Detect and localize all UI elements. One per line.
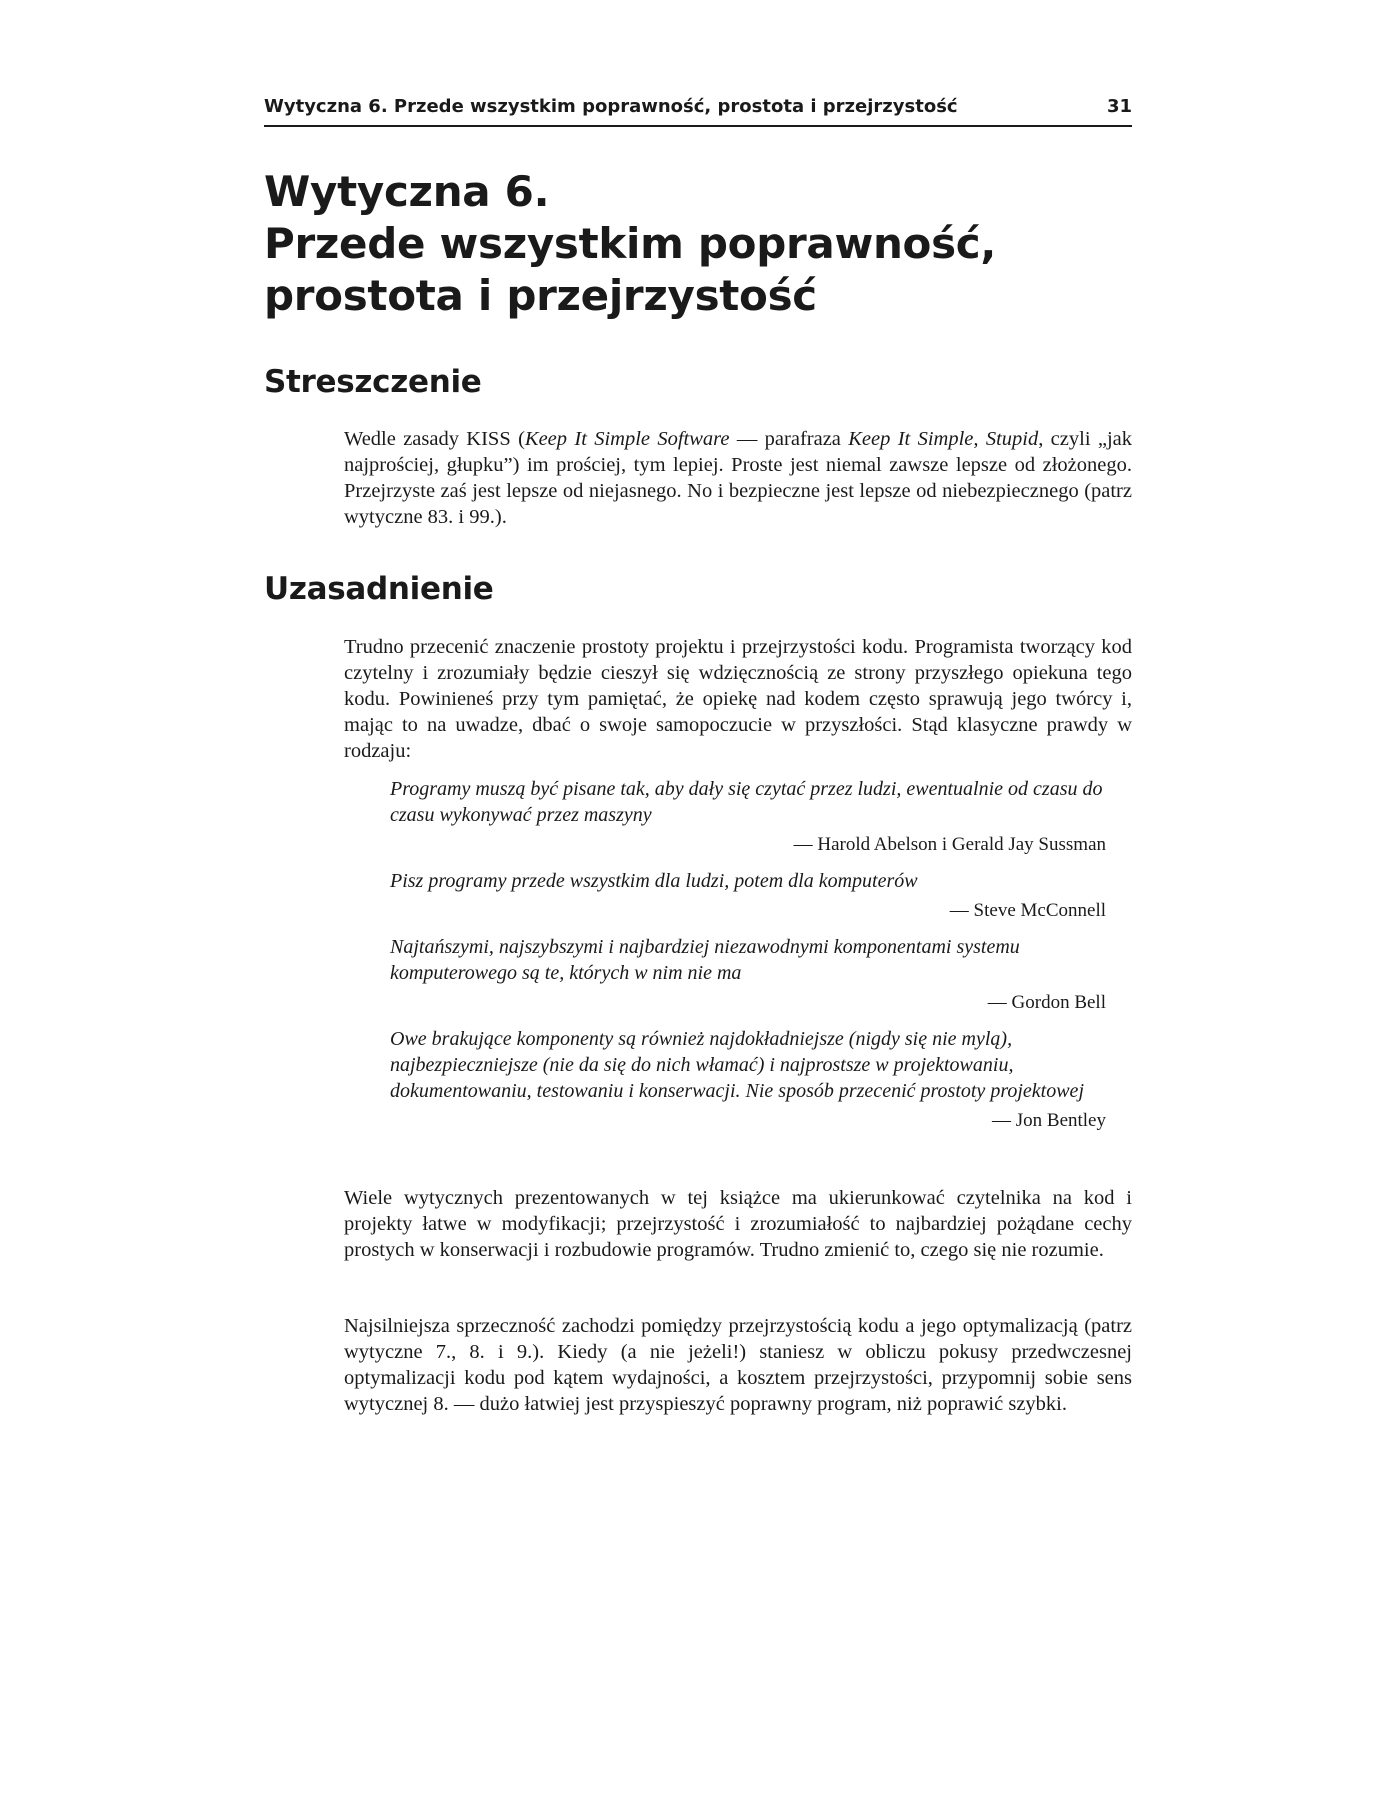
quote-text: Programy muszą być pisane tak, aby dały się czytać przez ludzi, ewentualnie od czasu do czasu wykonywać przez maszyny (390, 778, 1103, 826)
quote-author: — Harold Abelson i Gerald Jay Sussman (793, 834, 1106, 855)
rationale-paragraph-2: Wiele wytycznych prezentowanych w tej książce ma ukierunkować czytelnika na kod i projekty łatwe w modyfikacji; przejrzystość i zrozumiałość to najbardziej pożądane cechy prostych w konserwacji i rozbudowie programów. Trudno zmienić to, czego się nie rozumie. (344, 1187, 1132, 1261)
quote-text: Najtańszymi, najszybszymi i najbardziej niezawodnymi komponentami systemu komputerowego są te, których w nim nie ma (390, 936, 1020, 984)
quotes-block (390, 776, 1106, 1144)
summary-text-part: , czyli „jak najprościej, głupku”) im prościej, tym lepiej. Proste jest niemal zawsze lepsze od złożonego. Przejrzyste zaś jest lepsze od niejasnego. No i bezpieczne jest lepsze od niebezpiecznego (patrz wytyczne 83. i 99.). (344, 428, 1133, 528)
summary-italic-term: Keep It Simple, Stupid (848, 428, 1039, 450)
rationale-intro-paragraph: Trudno przecenić znaczenie prostoty projektu i przejrzystości kodu. Programista tworzący kod czytelny i zrozumiały będzie cieszył się wdzięcznością ze strony przyszłego opiekuna tego kodu. Powinieneś przy tym pamiętać, że opiekę nad kodem często sprawują jego twórcy i, mając to na uwadze, dbać o swoje samopoczucie w przyszłości. Stąd klasyczne prawdy w rodzaju: (344, 636, 1132, 762)
quote-author: — Gordon Bell (987, 992, 1106, 1013)
summary-paragraph (344, 426, 1132, 530)
section-heading-rationale: Uzasadnienie (264, 571, 494, 607)
summary-text-part: — parafraza (729, 428, 849, 450)
quote (390, 1026, 1106, 1134)
running-header (264, 96, 1132, 127)
quote-text: Pisz programy przede wszystkim dla ludzi, potem dla komputerów (390, 870, 918, 892)
section-heading-summary: Streszczenie (264, 364, 482, 400)
quote-author: — Steve McConnell (949, 900, 1106, 921)
chapter-title (264, 166, 1164, 322)
running-title: Wytyczna 6. Przede wszystkim poprawność, prostota i przejrzystość (264, 96, 958, 117)
chapter-title-line: Wytyczna 6. (264, 167, 550, 216)
chapter-title-line: Przede wszystkim poprawność, (264, 219, 997, 268)
chapter-title-line: prostota i przejrzystość (264, 271, 817, 320)
summary-italic-term: Keep It Simple Software (524, 428, 730, 450)
quote-text: Owe brakujące komponenty są również najdokładniejsze (nigdy się nie mylą), najbezpieczniejsze (nie da się do nich włamać) i najprostsze w projektowaniu, dokumentowaniu, testowaniu i konserwacji. Nie sposób przecenić prostoty projektowej (390, 1028, 1084, 1102)
quote (390, 868, 1106, 924)
quote (390, 934, 1106, 1016)
quote-author: — Jon Bentley (992, 1110, 1106, 1131)
quote (390, 776, 1106, 858)
summary-text-part: Wedle zasady KISS ( (344, 428, 525, 450)
rationale-paragraph-3: Najsilniejsza sprzeczność zachodzi pomiędzy przejrzystością kodu a jego optymalizacją (patrz wytyczne 7., 8. i 9.). Kiedy (a nie jeżeli!) staniesz w obliczu pokusy przedwczesnej optymalizacji kodu pod kątem wydajności, a kosztem przejrzystości, przypomnij sobie sens wytycznej 8. — dużo łatwiej jest przyspieszyć poprawny program, niż poprawić szybki. (344, 1315, 1132, 1415)
page-number: 31 (1106, 96, 1132, 117)
